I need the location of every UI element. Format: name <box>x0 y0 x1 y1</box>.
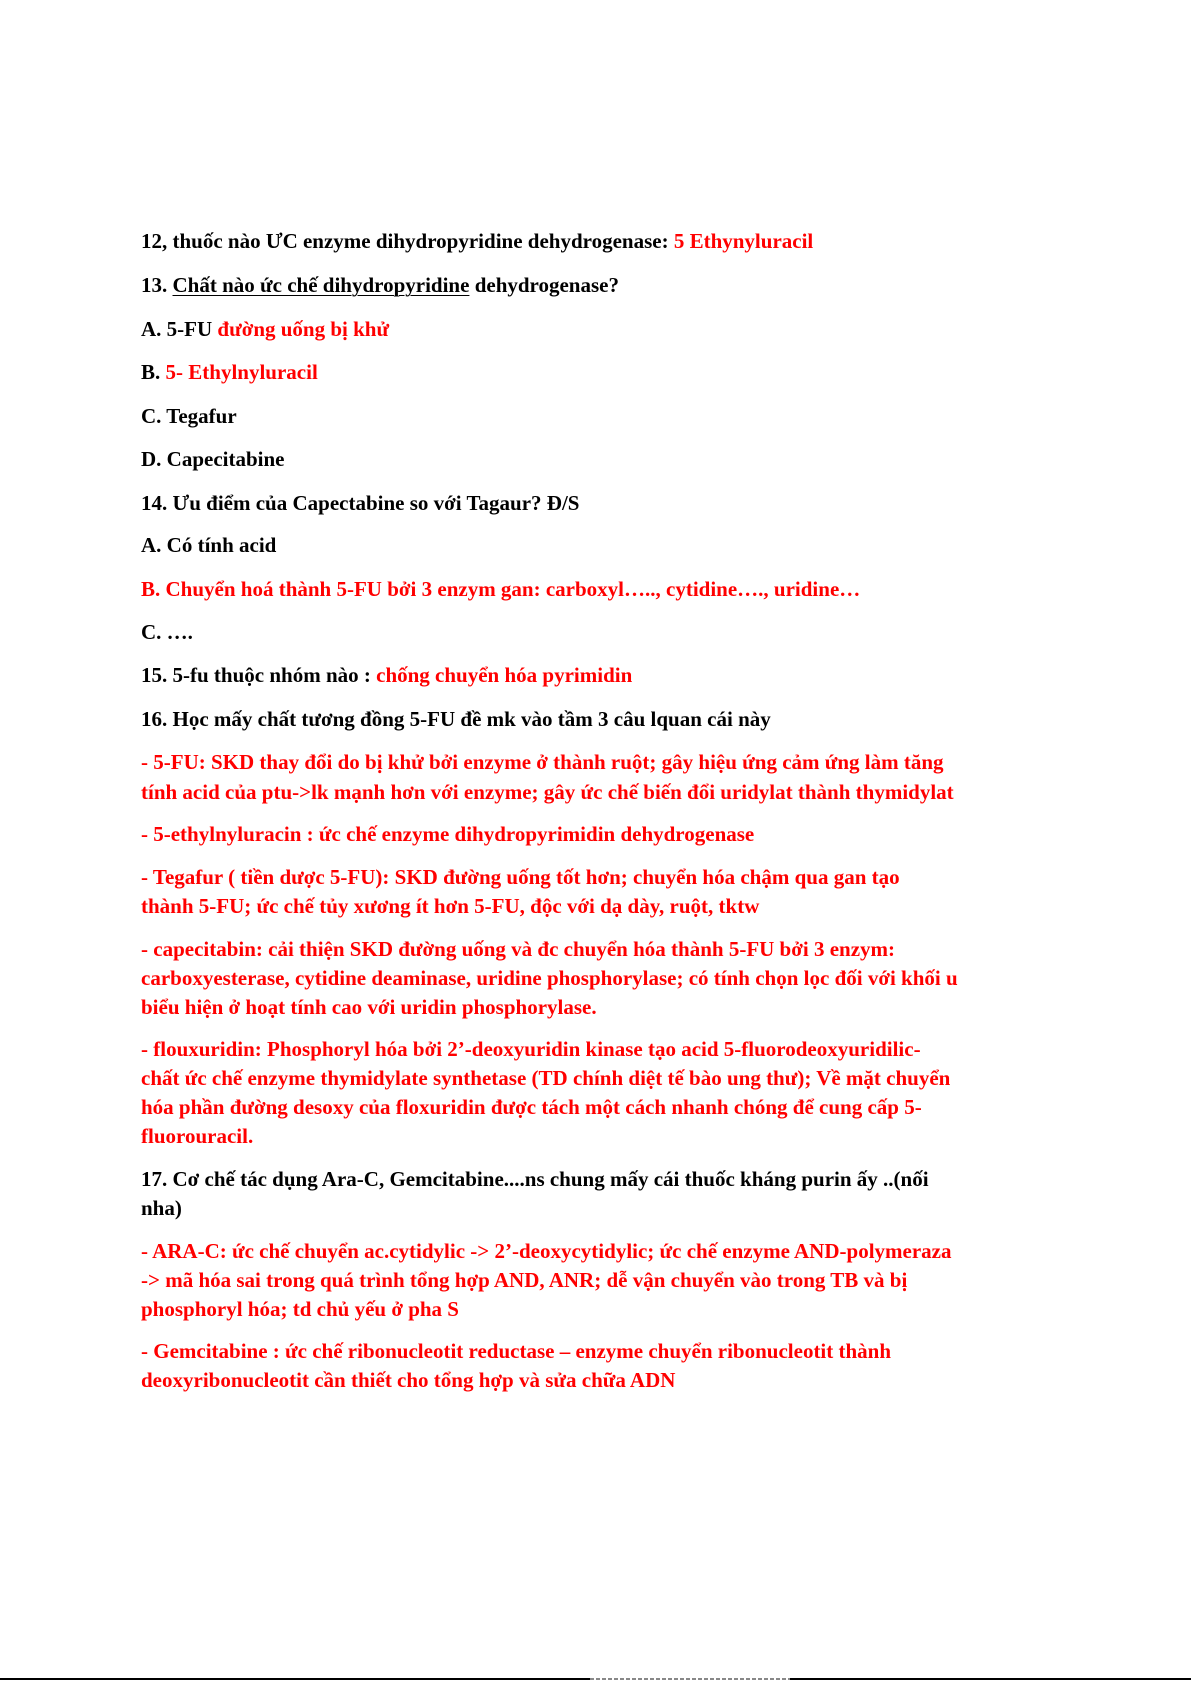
note-5fu-line2: tính acid của ptu->lk mạnh hơn với enzyme; gây ức chế biến đổi uridylat thành thymidylat <box>141 780 954 804</box>
option-a: A. Có tính acid <box>141 533 277 557</box>
option-answer: 5- Ethylnyluracil <box>165 360 318 384</box>
note-arac-line1: - ARA-C: ức chế chuyển ac.cytidylic -> 2’-deoxycytidylic; ức chế enzyme AND-polymeraza <box>141 1239 952 1263</box>
question-text: 15. 5-fu thuộc nhóm nào : <box>141 663 377 687</box>
option-a <box>141 316 389 343</box>
answer-text: 5 Ethynyluracil <box>673 229 814 253</box>
note-flouxuridin-line2: chất ức chế enzyme thymidylate synthetase (TD chính diệt tế bào ung thư); Về mặt chuyển <box>141 1066 951 1090</box>
question-17-line1: 17. Cơ chế tác dụng Ara-C, Gemcitabine....ns chung mấy cái thuốc kháng purin ấy ..(nối <box>141 1167 929 1191</box>
underlined-text: Chất nào ức chế dihydropyridine <box>172 273 470 297</box>
question-text: 12, thuốc nào ƯC enzyme dihydropyridine dehydrogenase: <box>141 229 674 253</box>
question-12 <box>141 228 813 255</box>
note-tegafur-line1: - Tegafur ( tiền dược 5-FU): SKD đường uống tốt hơn; chuyển hóa chậm qua gan tạo <box>141 865 900 889</box>
question-17-line2: nha) <box>141 1196 182 1220</box>
option-note: đường uống bị khử <box>217 317 390 341</box>
note-gemcitabine-line2: deoxyribonucleotit cần thiết cho tổng hợp và sửa chữa ADN <box>141 1368 676 1392</box>
option-b-answer: B. Chuyển hoá thành 5-FU bởi 3 enzym gan: carboxyl….., cytidine…., uridine… <box>141 577 861 601</box>
note-capecitabin-line2: carboxyesterase, cytidine deaminase, uridine phosphorylase; có tính chọn lọc đối với khối u <box>141 966 958 990</box>
option-d: D. Capecitabine <box>141 447 285 471</box>
note-arac-line3: phosphoryl hóa; td chủ yếu ở pha S <box>141 1297 459 1321</box>
note-flouxuridin-line1: - flouxuridin: Phosphoryl hóa bởi 2’-deoxyuridin kinase tạo acid 5-fluorodeoxyuridilic- <box>141 1037 921 1061</box>
note-ethylnyluracin: - 5-ethylnyluracin : ức chế enzyme dihydropyrimidin dehydrogenase <box>141 822 755 846</box>
question-text: dehydrogenase? <box>469 273 619 297</box>
note-flouxuridin-line3: hóa phần đường desoxy của floxuridin được tách một cách nhanh chóng để cung cấp 5- <box>141 1095 922 1119</box>
question-number: 13. <box>141 273 173 297</box>
note-capecitabin-line3: biểu hiện ở hoạt tính cao với uridin phosphorylase. <box>141 995 597 1019</box>
question-16: 16. Học mấy chất tương đồng 5-FU đề mk vào tầm 3 câu lquan cái này <box>141 707 771 731</box>
note-capecitabin-line1: - capecitabin: cải thiện SKD đường uống và đc chuyển hóa thành 5-FU bởi 3 enzym: <box>141 937 896 961</box>
option-label: A. 5-FU <box>141 317 218 341</box>
answer-text: chống chuyển hóa pyrimidin <box>376 663 633 687</box>
option-label: B. <box>141 360 166 384</box>
note-tegafur-line2: thành 5-FU; ức chế tủy xương ít hơn 5-FU, độc với dạ dày, ruột, tktw <box>141 894 760 918</box>
note-5fu-line1: - 5-FU: SKD thay đổi do bị khử bởi enzyme ở thành ruột; gây hiệu ứng cảm ứng làm tăng <box>141 750 944 774</box>
note-gemcitabine-line1: - Gemcitabine : ức chế ribonucleotit reductase – enzyme chuyển ribonucleotit thành <box>141 1339 892 1363</box>
note-arac-line2: -> mã hóa sai trong quá trình tổng hợp AND, ANR; dễ vận chuyển vào trong TB và bị <box>141 1268 908 1292</box>
question-14: 14. Ưu điểm của Capectabine so với Tagaur? Đ/S <box>141 491 580 515</box>
question-13 <box>141 272 619 299</box>
question-15 <box>141 662 632 689</box>
option-b <box>141 359 318 386</box>
option-c: C. Tegafur <box>141 404 237 428</box>
note-flouxuridin-line4: fluorouracil. <box>141 1124 254 1148</box>
option-c: C. …. <box>141 620 193 644</box>
page-bottom-rule-dashed <box>590 1678 790 1680</box>
